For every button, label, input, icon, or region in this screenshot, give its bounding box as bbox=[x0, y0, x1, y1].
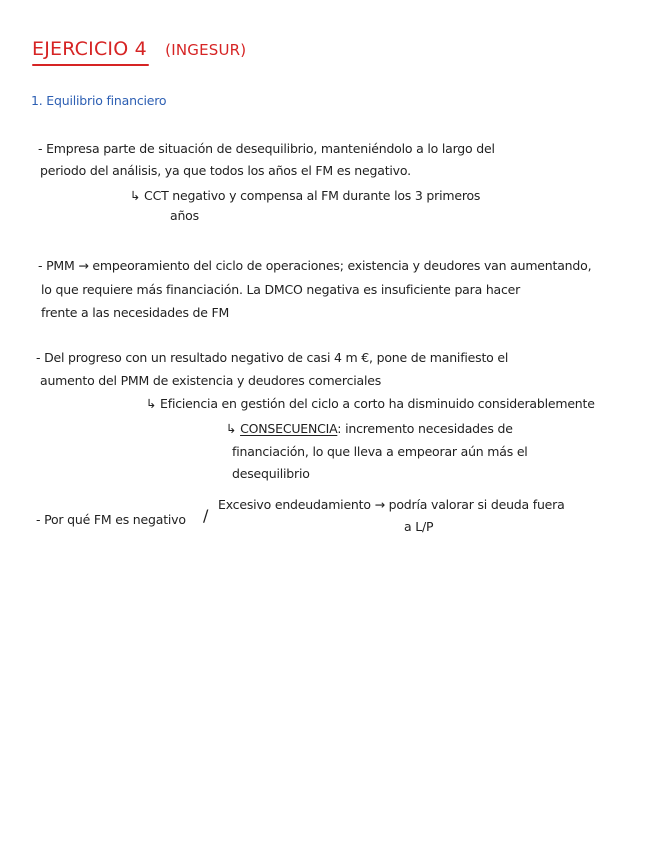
title-main bbox=[32, 38, 147, 60]
note-3-line-6: desequilibrio bbox=[232, 466, 310, 481]
section-heading: 1. Equilibrio financiero bbox=[31, 93, 167, 108]
consequence-label: CONSECUENCIA bbox=[240, 421, 338, 436]
consequence-text: : incremento necesidades de bbox=[337, 421, 513, 436]
note-4-line-1: Excesivo endeudamiento → podría valorar si deuda fuera bbox=[218, 497, 565, 512]
page-title bbox=[32, 38, 246, 60]
note-3-line-4 bbox=[226, 421, 513, 436]
note-3-line-5: financiación, lo que lleva a empeorar aún más el bbox=[232, 444, 528, 459]
note-3-line-2: aumento del PMM de existencia y deudores comerciales bbox=[40, 373, 382, 388]
title-subtitle: (INGESUR) bbox=[165, 41, 247, 59]
note-4-question: - Por qué FM es negativo bbox=[36, 512, 186, 527]
note-1-line-3: ↳ CCT negativo y compensa al FM durante los 3 primeros bbox=[130, 188, 481, 203]
note-1-line-2: periodo del análisis, ya que todos los años el FM es negativo. bbox=[40, 163, 411, 178]
note-1-line-1: - Empresa parte de situación de desequilibrio, manteniéndolo a lo largo del bbox=[38, 141, 495, 156]
note-2-line-1: - PMM → empeoramiento del ciclo de operaciones; existencia y deudores van aumentando, bbox=[38, 258, 592, 273]
note-4-line-2: a L/P bbox=[404, 519, 434, 534]
note-1-line-4: años bbox=[170, 208, 199, 223]
note-2-line-3: frente a las necesidades de FM bbox=[41, 305, 230, 320]
title-underline bbox=[32, 64, 149, 66]
note-3-line-3: ↳ Eficiencia en gestión del ciclo a corto ha disminuido considerablemente bbox=[146, 396, 595, 411]
branch-slash: / bbox=[203, 506, 209, 525]
note-3-line-1: - Del progreso con un resultado negativo de casi 4 m €, pone de manifiesto el bbox=[36, 350, 509, 365]
arrow-icon: ↳ bbox=[226, 421, 237, 436]
note-2-line-2: lo que requiere más financiación. La DMCO negativa es insuficiente para hacer bbox=[41, 282, 521, 297]
title-text: EJERCICIO 4 bbox=[32, 38, 147, 60]
